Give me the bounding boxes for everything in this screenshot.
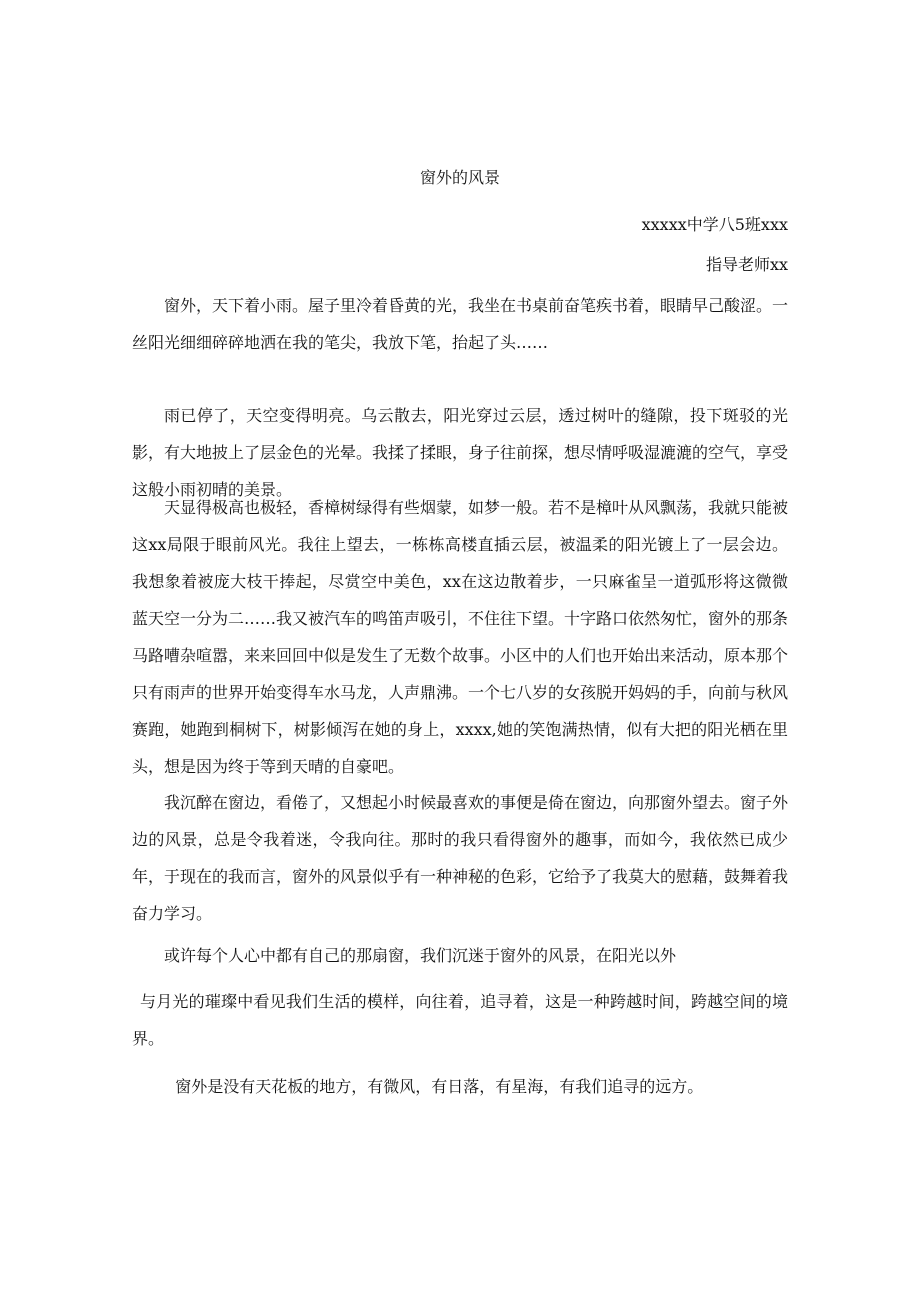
document-title: 窗外的风景: [419, 168, 500, 187]
paragraph-3: 天显得极高也极轻，香樟树绿得有些烟蒙，如梦一般。若不是樟叶从风飘荡，我就只能被这xx局限于眼前风光。我往上望去，一栋栋高楼直插云层，被温柔的阳光镀上了一层会边。我想象着被庞大枝干捧起，尽赏空中美色，xx在这边散着步，一只麻雀呈一道弧形将这微微蓝天空一分为二……我又被汽车的鸣笛声吸引，不住往下望。十字路口依然匆忙，窗外的那条马路嘈杂喧嚣，来来回回中似是发生了无数个故事。小区中的人们也开始出来活动，原本那个只有雨声的世界开始变得车水马龙，人声鼎沸。一个七八岁的女孩脱开妈妈的手，向前与秋风赛跑，她跑到桐树下，树影倾泻在她的身上，xxxx,她的笑饱满热情，似有大把的阳光栖在里头，想是因为终于等到天晴的自豪吧。: [132, 498, 789, 776]
paragraph-5: 或许每个人心中都有自己的那扇窗，我们沉迷于窗外的风景，在阳光以外: [164, 946, 677, 965]
paragraph-7: 窗外是没有天花板的地方，有微风，有日落，有星海，有我们追寻的远方。: [175, 1077, 704, 1096]
paragraph-2: 雨已停了，天空变得明亮。乌云散去，阳光穿过云层，透过树叶的缝隙，投下斑驳的光影，有大地披上了层金色的光晕。我揉了揉眼，身子往前探，想尽情呼吸湿漉漉的空气，享受这般小雨初晴的美景。: [132, 406, 789, 499]
author-line: xxxxx中学八5班xxx: [641, 215, 788, 234]
teacher-line: 指导老师xx: [705, 255, 788, 274]
paragraph-4: 我沉醉在窗边，看倦了，又想起小时候最喜欢的事便是倚在窗边，向那窗外望去。窗子外边的风景，总是令我着迷，令我向往。那时的我只看得窗外的趣事，而如今，我依然已成少年，于现在的我而言，窗外的风景似乎有一种神秘的色彩，它给予了我莫大的慰藉，鼓舞着我奋力学习。: [132, 793, 789, 923]
paragraph-6: 与月光的璀璨中看见我们生活的模样，向往着，追寻着，这是一种跨越时间，跨越空间的境界。: [132, 992, 788, 1048]
paragraph-1: 窗外，天下着小雨。屋子里冷着昏黄的光，我坐在书桌前奋笔疾书着，眼睛早己酸涩。一丝阳光细细碎碎地洒在我的笔尖，我放下笔，抬起了头……: [132, 296, 789, 352]
